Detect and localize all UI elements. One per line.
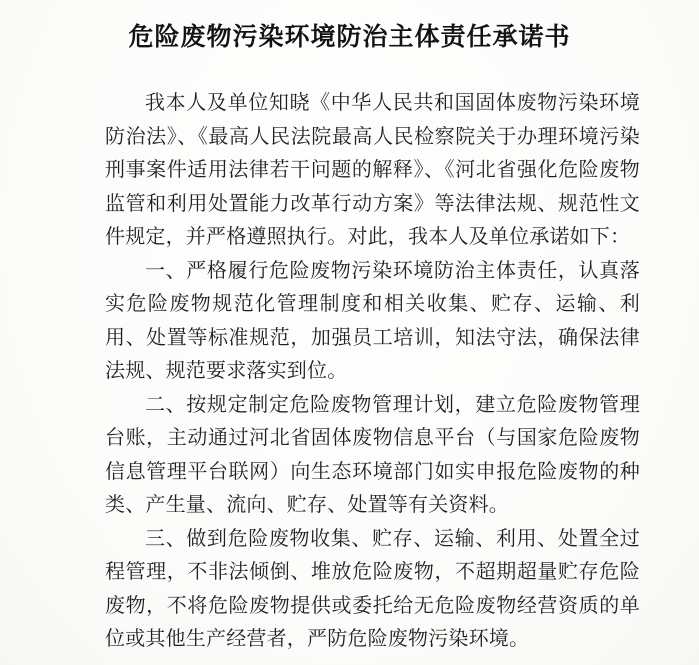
paragraph-preamble: 我本人及单位知晓《中华人民共和国固体废物污染环境防治法》、《最高人民法院最高人民检察院关于办理环境污染刑事案件适用法律若干问题的解释》、《河北省强化危险废物监管和利用处置能力改革行动方案》等法律法规、规范性文件规定，并严格遵照执行。对此，我本人及单位承诺如下： [105,92,640,248]
document-body [0,55,699,657]
paragraph-commitment-3: 三、做到危险废物收集、贮存、运输、利用、处置全过程管理，不非法倾倒、堆放危险废物，不超期超量贮存危险废物，不将危险废物提供或委托给无危险废物经营资质的单位或其他生产经营者，严防危险废物污染环境。 [105,527,640,650]
paragraph-commitment-2: 二、按规定制定危险废物管理计划，建立危险废物管理台账，主动通过河北省固体废物信息平台（与国家危险废物信息管理平台联网）向生态环境部门如实申报危险废物的种类、产生量、流向、贮存、处置等有关资料。 [105,393,640,516]
document-title: 危险废物污染环境防治主体责任承诺书 [128,24,571,51]
paragraph-commitment-1: 一、严格履行危险废物污染环境防治主体责任，认真落实危险废物规范化管理制度和相关收集、贮存、运输、利用、处置等标准规范，加强员工培训，知法守法，确保法律法规、规范要求落实到位。 [105,259,640,382]
